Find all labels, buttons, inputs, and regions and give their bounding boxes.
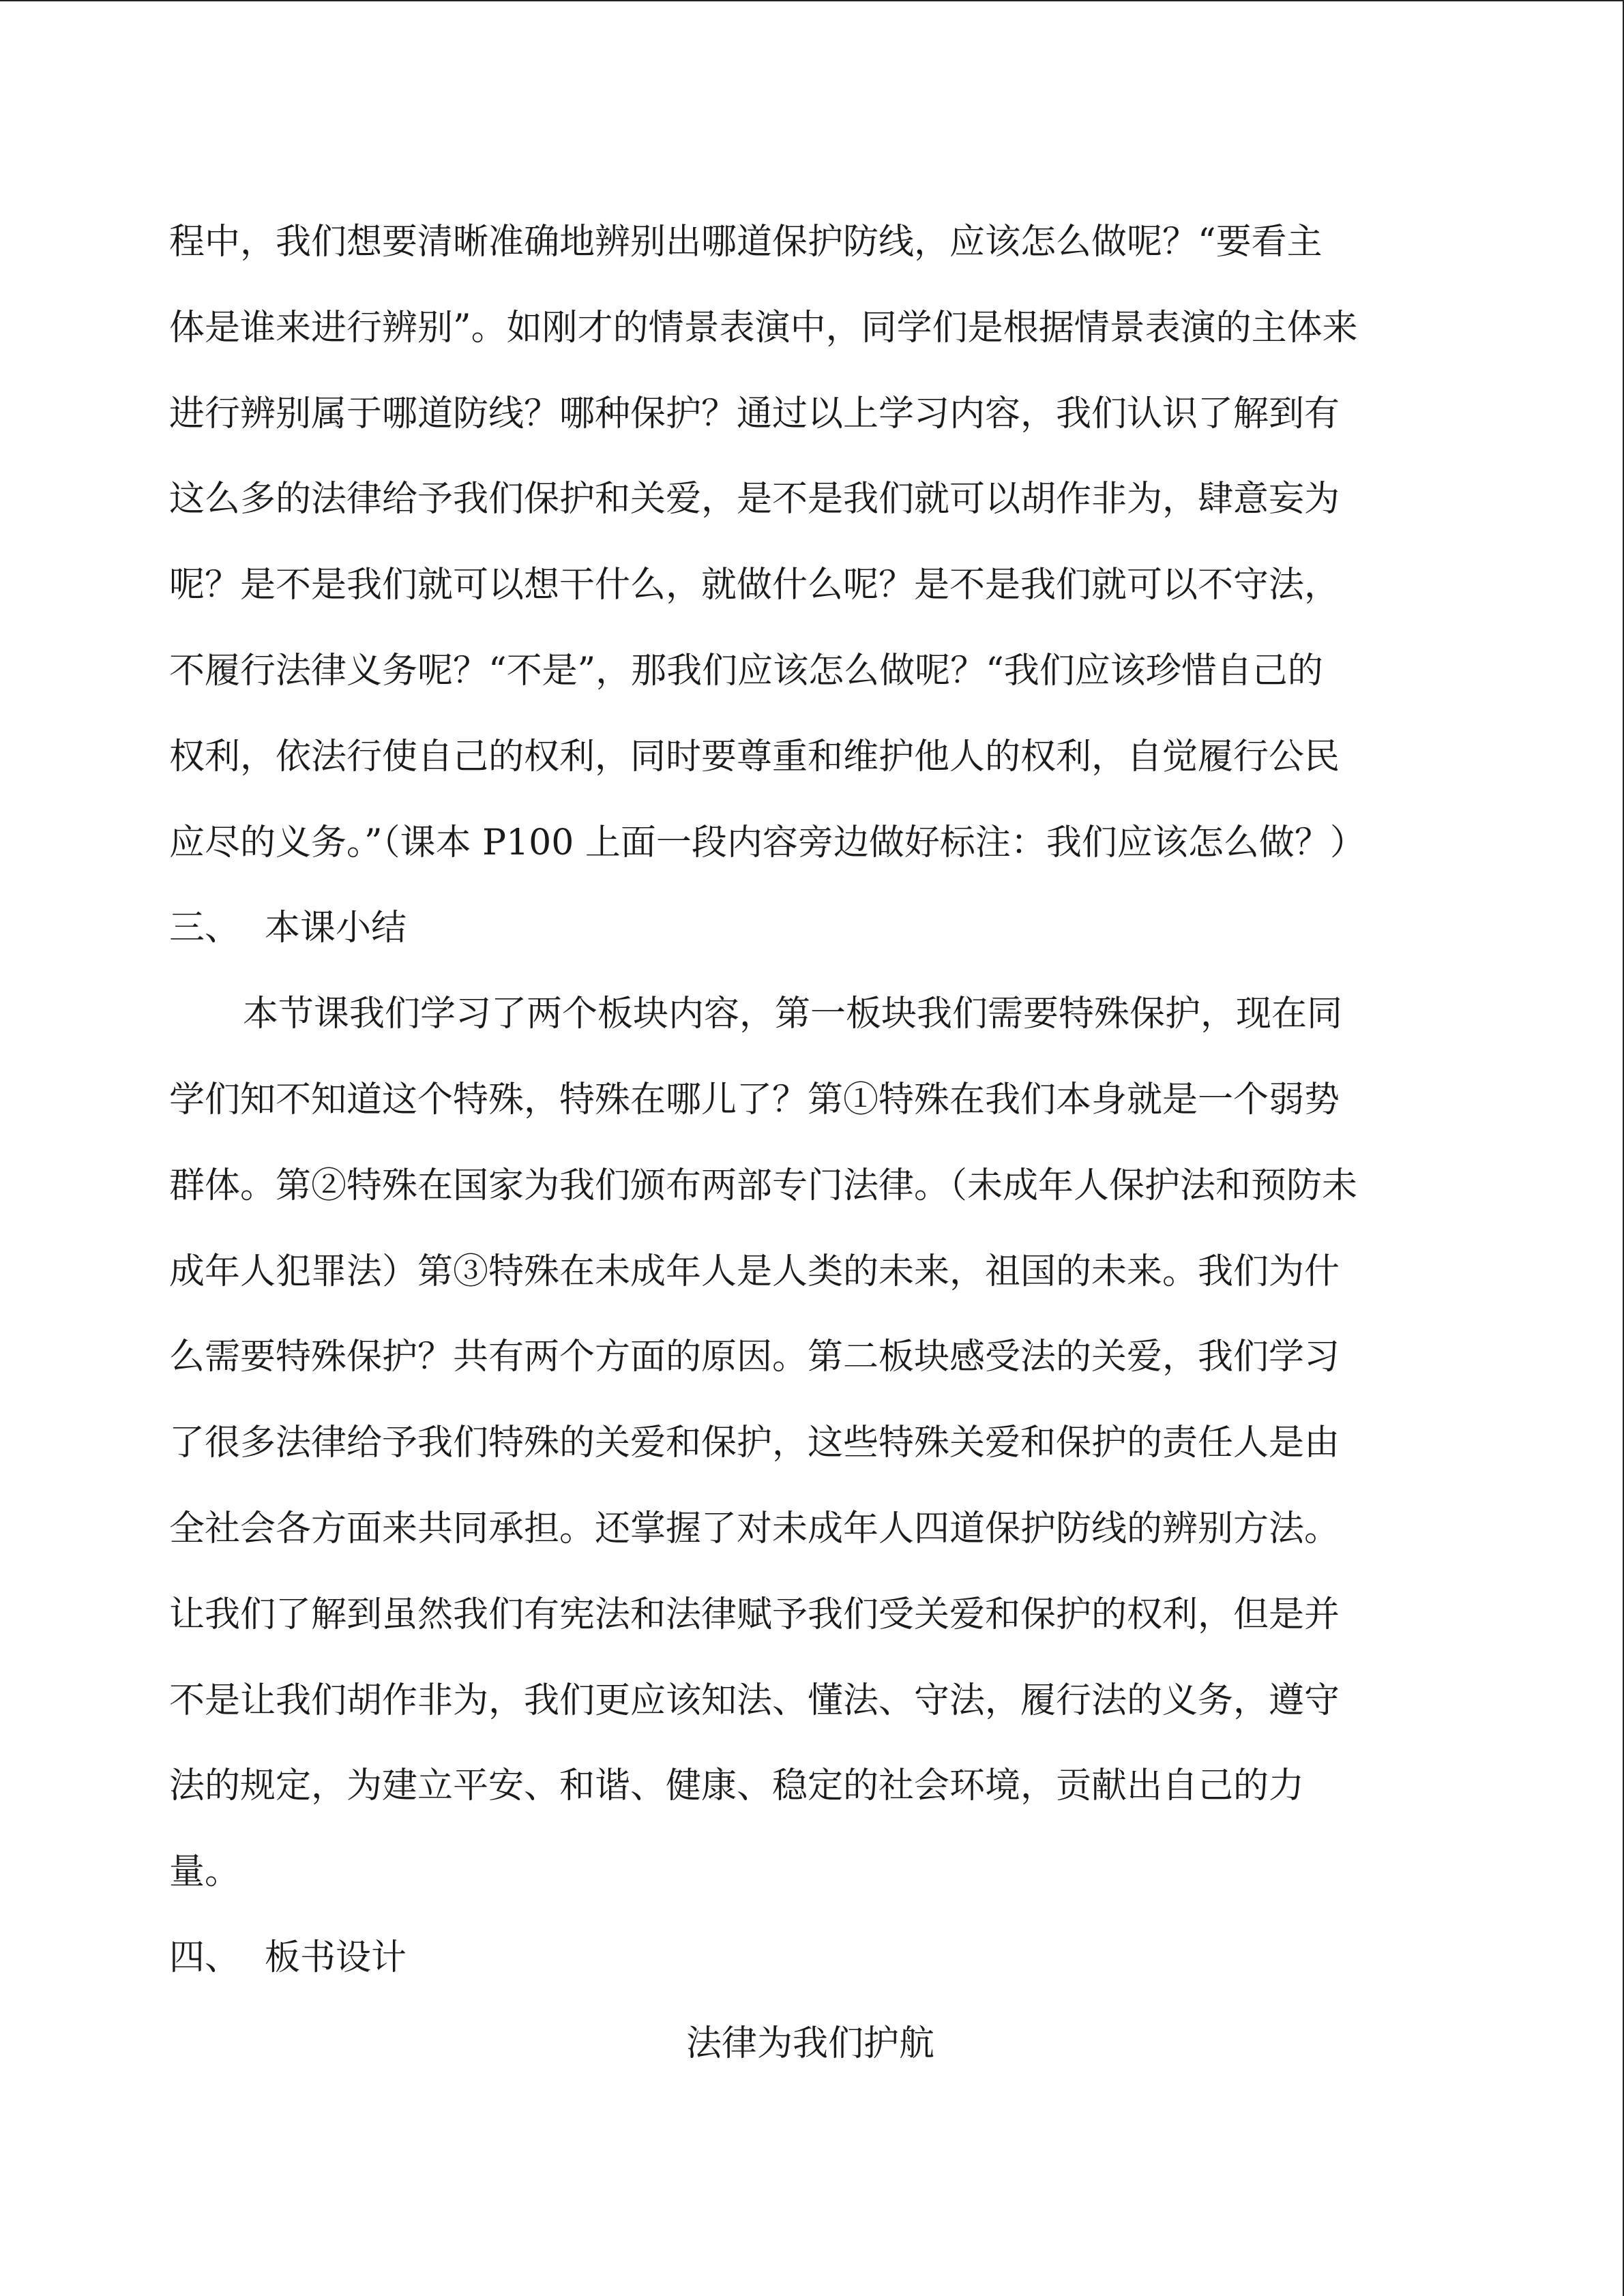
section-number: 四、 bbox=[169, 1937, 241, 1978]
text-line: 法的规定，为建立平安、和谐、健康、稳定的社会环境，贡献出自己的力 bbox=[169, 1765, 1305, 1807]
section-heading-board-design bbox=[169, 1915, 1451, 2001]
text-line: 本节课我们学习了两个板块内容，第一板块我们需要特殊保护，现在同 bbox=[243, 994, 1343, 1035]
text-line: 量。 bbox=[169, 1851, 241, 1893]
text-line: 么需要特殊保护？共有两个方面的原因。第二板块感受法的关爱，我们学习 bbox=[169, 1337, 1340, 1378]
continued-paragraph bbox=[169, 200, 1451, 886]
text-line: 了很多法律给予我们特殊的关爱和保护，这些特殊关爱和保护的责任人是由 bbox=[169, 1422, 1340, 1464]
section-title: 板书设计 bbox=[265, 1937, 407, 1978]
text-line: 程中，我们想要清晰准确地辨别出哪道保护防线，应该怎么做呢？“要看主 bbox=[169, 222, 1323, 263]
summary-paragraph bbox=[169, 972, 1451, 1915]
text-line: 应尽的义务。”（课本 P100 上面一段内容旁边做好标注：我们应该怎么做？） bbox=[169, 822, 1365, 863]
text-line: 不是让我们胡作非为，我们更应该知法、懂法、守法，履行法的义务，遵守 bbox=[169, 1680, 1340, 1721]
section-number: 三、 bbox=[169, 908, 241, 949]
text-line: 这么多的法律给予我们保护和关爱，是不是我们就可以胡作非为，肆意妄为 bbox=[169, 479, 1340, 520]
text-line: 群体。第②特殊在国家为我们颁布两部专门法律。（未成年人保护法和预防未 bbox=[169, 1165, 1358, 1206]
document-body bbox=[169, 200, 1451, 2087]
text-line: 全社会各方面来共同承担。还掌握了对未成年人四道保护防线的辨别方法。 bbox=[169, 1508, 1340, 1549]
text-line: 体是谁来进行辨别”。如刚才的情景表演中，同学们是根据情景表演的主体来 bbox=[169, 307, 1358, 348]
text-line: 成年人犯罪法）第③特殊在未成年人是人类的未来，祖国的未来。我们为什 bbox=[169, 1251, 1340, 1292]
text-line: 权利，依法行使自己的权利，同时要尊重和维护他人的权利，自觉履行公民 bbox=[169, 736, 1340, 777]
text-line: 不履行法律义务呢？“不是”，那我们应该怎么做呢？“我们应该珍惜自己的 bbox=[169, 650, 1323, 691]
text-line: 让我们了解到虽然我们有宪法和法律赋予我们受关爱和保护的权利，但是并 bbox=[169, 1594, 1340, 1635]
text-line: 学们知不知道这个特殊，特殊在哪儿了？第①特殊在我们本身就是一个弱势 bbox=[169, 1079, 1340, 1120]
section-title: 本课小结 bbox=[265, 908, 407, 949]
text-line: 呢？是不是我们就可以想干什么，就做什么呢？是不是我们就可以不守法， bbox=[169, 565, 1340, 606]
board-title: 法律为我们护航 bbox=[685, 2023, 934, 2064]
text-line: 进行辨别属于哪道防线？哪种保护？通过以上学习内容，我们认识了解到有 bbox=[169, 393, 1340, 434]
section-heading-summary bbox=[169, 886, 1451, 972]
